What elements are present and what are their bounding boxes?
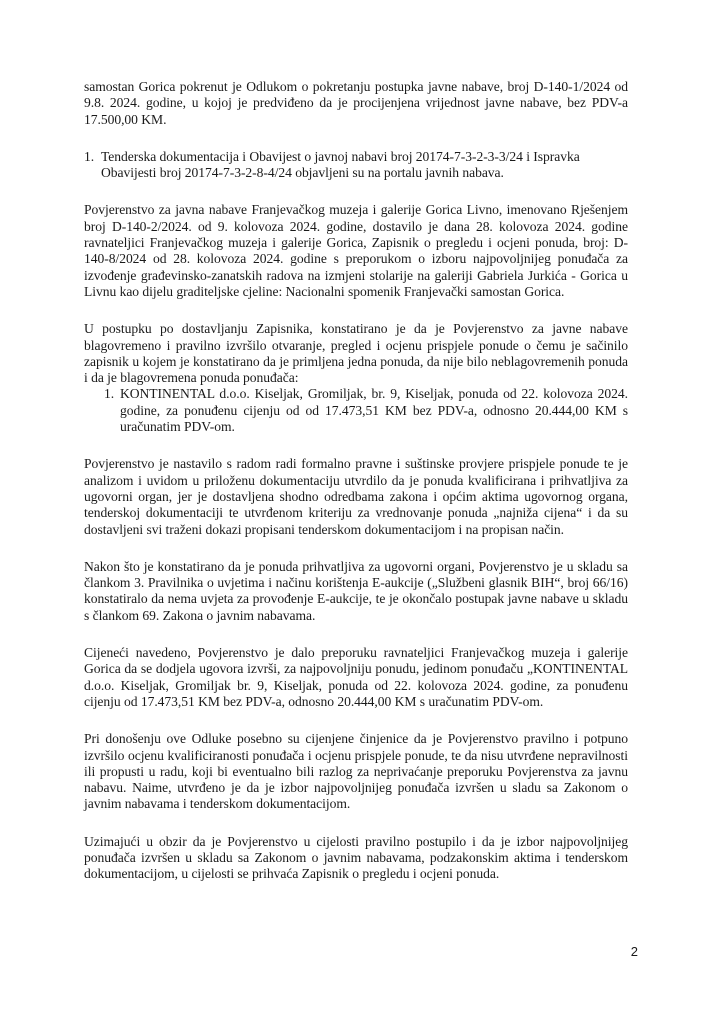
paragraph-uzimajuci: Uzimajući u obzir da je Povjerenstvo u cijelosti pravilno postupilo i da je izbor najpovoljnijeg ponuđača izvršen u skladu sa Zakonom o javnim nabavama, podzakonskim aktima i tenderskom dokumentacijom, u cijelosti se prihvaća Zapisnik o pregledu i ocjeni ponuda. xyxy=(84,833,628,882)
paragraph-nastavilo: Povjerenstvo je nastavilo s radom radi formalno pravne i suštinske provjere prispjele ponude te je analizom i uvidom u priloženu dokumentaciju utvrdilo da je ponuda kvalificirana i prihvatljiva za ugovorni organ, jer je dostavljena shodno odredbama zakona i općim aktima ugovornog organa, tenderskoj dokumentaciji te utvrđenom kriteriju za vrednovanje ponuda „najniža cijena“ i da su dostavljeni svi traženi dokazi propisani tenderskom dokumentacijom i na propisan način. xyxy=(84,456,628,537)
item-text: Tenderska dokumentacija i Obavijest o javnoj nabavi broj 20174-7-3-2-3-3/24 i Ispravka Obavijesti broj 20174-7-3-2-8-4/24 objavljeni su na portalu javnih nabava. xyxy=(101,148,580,181)
paragraph-cijeneci: Cijeneći navedeno, Povjerenstvo je dalo preporuku ravnateljici Franjevačkog muzeja i galerije Gorica da se dodjela ugovora izvrši, za najpovoljniju ponudu, jedinom ponuđaču „KONTINENTAL d.o.o. Kiseljak, Gromiljak br. 9, Kiseljak, ponuda od 22. kolovoza 2024. godine, za ponuđenu cijenju od 17.473,51 KM bez PDV-a, odnosno 20.444,00 KM s uračunatim PDV-om. xyxy=(84,645,628,709)
item-number: 1. xyxy=(84,148,95,164)
bidder-item-text: KONTINENTAL d.o.o. Kiseljak, Gromiljak, br. 9, Kiseljak, ponuda od 22. kolovoza 2024. godine, za ponuđenu cijenju od od 17.473,51 KM bez PDV-a, odnosno 20.444,00 KM s uračunatim PDV-om. xyxy=(120,386,628,435)
paragraph-postupak: U postupku po dostavljanju Zapisnika, konstatirano je da je Povjerenstvo za javne nabave blagovremeno i pravilno izvršilo otvaranje, pregled i ocjenu prispjele ponude o čemu je sačinilo zapisnik u kojem je konstatirano da je primljena jedna ponuda, da nije bilo neblagovremenih ponuda i da je blagovremena ponuda ponuđača: xyxy=(84,321,628,386)
paragraph-intro: samostan Gorica pokrenut je Odlukom o pokretanju postupka javne nabave, broj D-140-1/2024 od 9.8. 2024. godine, u kojoj je predviđeno da je procijenjena vrijednost javne nabave, bez PDV-a 17.500,00 KM. xyxy=(84,79,628,127)
bidder-item-number: 1. xyxy=(104,386,115,402)
page-number: 2 xyxy=(630,944,638,959)
numbered-item-tender xyxy=(84,149,628,182)
paragraph-povjerenstvo: Povjerenstvo za javna nabave Franjevačkog muzeja i galerije Gorica Livno, imenovano Rješenjem broj D-140-2/2024. od 9. kolovoza 2024. godine, dostavilo je dana 28. kolovoza 2024. godine ravnateljici Franjevačkog muzeja i galerije Gorica, Zapisnik o pregledu i ocjeni ponuda, broj: D-140-8/2024 od 28. kolovoza 2024. godine s preporukom o izboru najpovoljnijeg ponuđača za izvođenje građevinsko-zanatskih radova na izmjeni stolarije na galeriji Gabriela Jurkića - Gorica u Livnu kao dijelu graditeljske cjeline: Nacionalni spomenik Franjevački samostan Gorica. xyxy=(84,202,628,299)
bidder-list-item xyxy=(84,386,628,435)
paragraph-nakon: Nakon što je konstatirano da je ponuda prihvatljiva za ugovorni organi, Povjerenstvo je u skladu sa člankom 3. Pravilnika o uvjetima i načinu korištenja E-aukcije („Službeni glasnik BIH“, broj 66/16) konstatiralo da nema uvjeta za provođenje E-aukcije, te je okončalo postupak javne nabave u skladu s člankom 69. Zakona o javnim nabavama. xyxy=(84,558,628,623)
paragraph-donosenju: Pri donošenju ove Odluke posebno su cijenjene činjenice da je Povjerenstvo pravilno i potpuno izvršilo ocjenu kvalificiranosti ponuđača i ocjenu prispjele ponude, te da nisu utvrđene nepravilnosti ili propusti u radu, koji bi eventualno bili razlog za neprivaćanje preporuku Povjerenstva za javnu nabavu. Naime, utvrđeno je da je izbor najpovoljnijeg ponuđača izvršen u sladu sa Zakonom o javnim nabavama i tenderskom dokumentacijom. xyxy=(84,731,628,812)
